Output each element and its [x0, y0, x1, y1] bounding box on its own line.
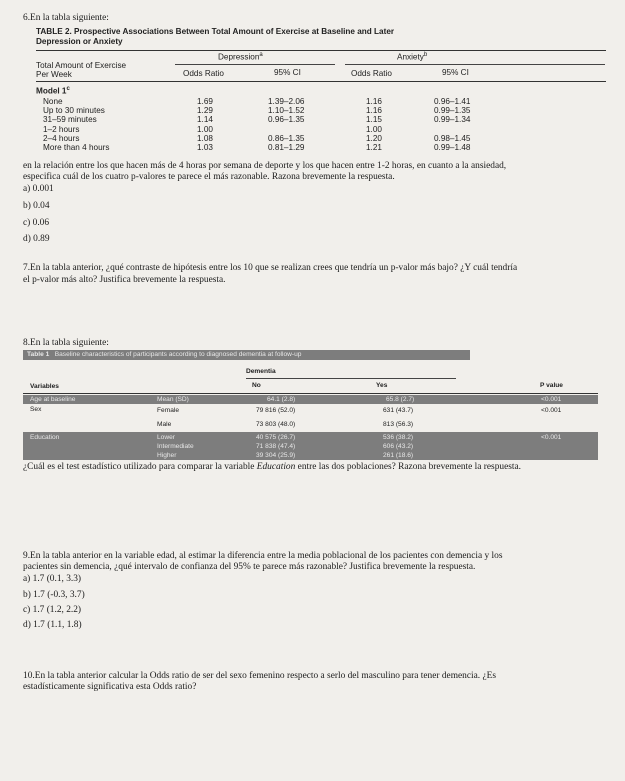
table2-anx-ci: 0.99–1.34: [434, 115, 471, 124]
table1-yes-value: 631 (43.7): [383, 407, 414, 414]
table2-title-line2: Depression or Anxiety: [36, 37, 123, 46]
age-row-band: [23, 395, 598, 404]
table1-category: Intermediate: [157, 443, 194, 450]
table2-title-line1: TABLE 2. Prospective Associations Between Total Amount of Exercise at Baseline and Later: [36, 27, 395, 36]
table1-category: Higher: [157, 452, 177, 459]
table2-anx-ci: 0.98–1.45: [434, 134, 471, 143]
table1-category: Lower: [157, 434, 175, 441]
table2-row-label: More than 4 hours: [43, 143, 110, 152]
table2-row-label: 2–4 hours: [43, 134, 80, 143]
table2-row-label: 1–2 hours: [43, 125, 80, 134]
table2-dep-or: 1.08: [197, 134, 213, 143]
table2-dep-ci: 1.10–1.52: [268, 106, 305, 115]
table1-no-value: 71 838 (47.4): [256, 443, 296, 450]
table1-category: Mean (SD): [157, 396, 189, 403]
table2-anx-or: 1.21: [366, 143, 382, 152]
q6-heading: 6.En la tabla siguiente:: [23, 13, 109, 23]
q9-option: d) 1.7 (1.1, 1.8): [23, 620, 82, 630]
table1-p-value: <0.001: [541, 407, 562, 414]
anx-ci-header: 95% CI: [442, 68, 469, 77]
table1-yes-value: 813 (56.3): [383, 421, 414, 428]
table2-anx-or: 1.15: [366, 115, 382, 124]
table2-anx-ci: 0.99–1.35: [434, 106, 471, 115]
anxiety-rule: [345, 64, 605, 65]
table2-dep-or: 1.03: [197, 143, 213, 152]
dep-ci-header: 95% CI: [274, 68, 301, 77]
q6-option: b) 0.04: [23, 201, 50, 211]
table1-no-value: 64.1 (2.8): [267, 396, 296, 403]
table2-anx-or: 1.00: [366, 125, 382, 134]
table2-anx-or: 1.16: [366, 97, 382, 106]
q6-text-line2: especifica cuál de los cuatro p-valores te parece el más razonable. Razona brevemente la respuesta.: [23, 172, 395, 182]
table2-row-label: None: [43, 97, 63, 106]
anxiety-header: Anxiety$^b$: [397, 52, 428, 62]
q6-option: a) 0.001: [23, 184, 54, 194]
q9-option: b) 1.7 (-0.3, 3.7): [23, 590, 85, 600]
depression-header: Depression$^a$: [218, 52, 263, 62]
table1-variable: Sex: [30, 406, 42, 413]
exercise-col-header-line2: Per Week: [36, 70, 72, 79]
table2-anx-or: 1.20: [366, 134, 382, 143]
table2-top-rule: [36, 50, 606, 51]
q7-text-line2: el p-valor más alto? Justifica brevemente la respuesta.: [23, 275, 226, 285]
table1-title: Table 1 Baseline characteristics of participants according to diagnosed dementia at follow-up: [27, 351, 302, 358]
table1-header-rule: [23, 393, 598, 394]
yes-header: Yes: [376, 382, 388, 389]
table1-no-value: 79 816 (52.0): [256, 407, 296, 414]
table2-header-rule: [36, 81, 606, 82]
table2-dep-ci: 0.81–1.29: [268, 143, 305, 152]
table1-variable: Education: [30, 434, 60, 441]
table2-dep-or: 1.14: [197, 115, 213, 124]
table1-yes-value: 606 (43.2): [383, 443, 414, 450]
dementia-header: Dementia: [246, 368, 276, 375]
table2-dep-ci: 0.86–1.35: [268, 134, 305, 143]
q6-option: d) 0.89: [23, 234, 50, 244]
q9-text-line1: 9.En la tabla anterior en la variable edad, al estimar la diferencia entre la media poblacional de los pacientes con demencia y los: [23, 551, 503, 561]
q8-heading: 8.En la tabla siguiente:: [23, 338, 109, 348]
exercise-col-header-line1: Total Amount of Exercise: [36, 61, 127, 70]
dep-odds-ratio-header: Odds Ratio: [183, 69, 224, 78]
model-label: Model 1$^c$: [36, 86, 70, 96]
table1-p-value: <0.001: [541, 396, 562, 403]
table2-dep-or: 1.29: [197, 106, 213, 115]
p-value-header: P value: [540, 382, 563, 389]
table2-row-label: 31–59 minutes: [43, 115, 97, 124]
depression-rule: [175, 64, 335, 65]
q10-text-line1: 10.En la tabla anterior calcular la Odds ratio de ser del sexo femenino respecto a serlo del masculino para tener demencia. ¿Es: [23, 671, 496, 681]
table2-dep-or: 1.69: [197, 97, 213, 106]
table2-anx-ci: 0.99–1.48: [434, 143, 471, 152]
q6-text-line1: en la relación entre los que hacen más de 4 horas por semana de deporte y los que hacen entre 1-2 horas, en cuanto a la ansiedad,: [23, 161, 507, 171]
dementia-rule: [246, 378, 456, 379]
table1-yes-value: 65.8 (2.7): [386, 396, 415, 403]
table1-no-value: 39 304 (25.9): [256, 452, 296, 459]
q9-option: c) 1.7 (1.2, 2.2): [23, 605, 82, 615]
table1-category: Female: [157, 407, 179, 414]
table2-anx-ci: 0.96–1.41: [434, 97, 471, 106]
q6-option: c) 0.06: [23, 218, 50, 228]
q8-question: ¿Cuál es el test estadístico utilizado para comparar la variable Education entre las dos poblaciones? Razona brevemente la respuesta.: [23, 462, 522, 472]
anx-odds-ratio-header: Odds Ratio: [351, 69, 392, 78]
q10-text-line2: estadísticamente significativa esta Odds ratio?: [23, 682, 197, 692]
table2-dep-ci: 1.39–2.06: [268, 97, 305, 106]
table1-no-value: 40 575 (26.7): [256, 434, 296, 441]
table1-no-value: 73 803 (48.0): [256, 421, 296, 428]
table1-p-value: <0.001: [541, 434, 562, 441]
q9-text-line2: pacientes sin demencia, ¿qué intervalo de confianza del 95% te parece más razonable? Justifica brevemente la respuesta.: [23, 562, 476, 572]
no-header: No: [252, 382, 261, 389]
table2-anx-or: 1.16: [366, 106, 382, 115]
q9-option: a) 1.7 (0.1, 3.3): [23, 574, 82, 584]
variables-header: Variables: [30, 383, 59, 390]
table2-dep-or: 1.00: [197, 125, 213, 134]
table2-row-label: Up to 30 minutes: [43, 106, 105, 115]
table1-category: Male: [157, 421, 172, 428]
education-rows-band: [23, 432, 598, 460]
table2-dep-ci: 0.96–1.35: [268, 115, 305, 124]
q7-text-line1: 7.En la tabla anterior, ¿qué contraste de hipótesis entre los 10 que se realizan crees que tendría un p-valor más bajo? ¿Y cuál tendría: [23, 263, 518, 273]
table1-variable: Age at baseline: [30, 396, 76, 403]
table1-yes-value: 536 (38.2): [383, 434, 414, 441]
table1-yes-value: 261 (18.6): [383, 452, 414, 459]
